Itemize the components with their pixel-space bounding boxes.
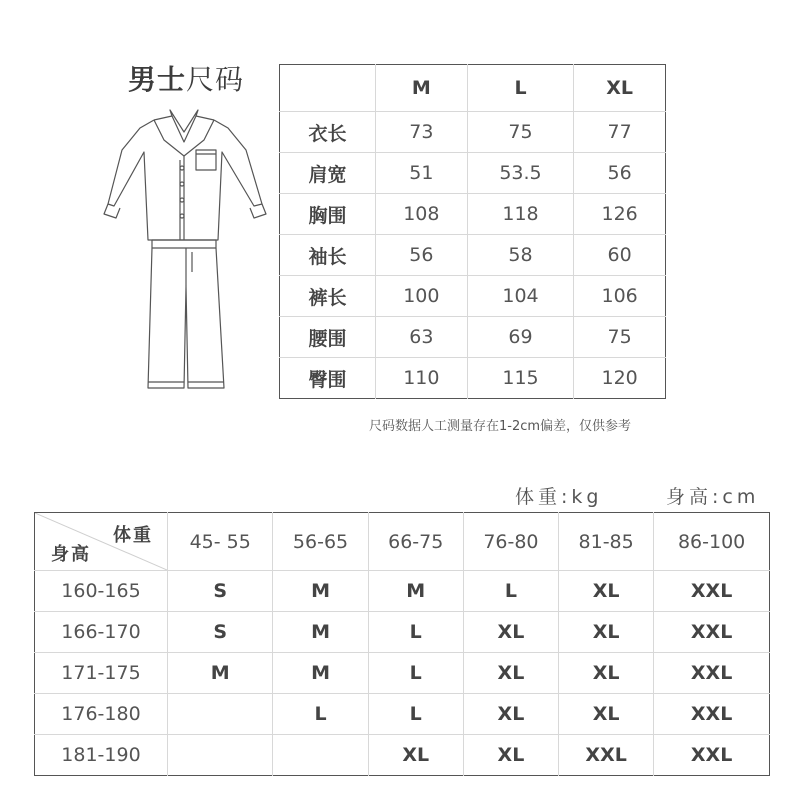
size-recommendation: XL <box>559 571 654 612</box>
size-recommendation: XL <box>559 694 654 735</box>
measurement-note: 尺码数据人工测量存在1-2cm偏差，仅供参考 <box>369 419 632 434</box>
page-title <box>128 58 244 98</box>
size-recommendation: XXL <box>654 653 770 694</box>
size-cell: 56 <box>376 235 468 276</box>
size-cell: 69 <box>467 317 574 358</box>
size-recommendation: S <box>168 571 273 612</box>
size-cell: 60 <box>574 235 666 276</box>
size-row-label: 肩宽 <box>280 153 376 194</box>
size-cell: 126 <box>574 194 666 235</box>
weight-header-cell: 86-100 <box>654 513 770 571</box>
size-header-cell: XL <box>574 65 666 112</box>
size-row-label: 裤长 <box>280 276 376 317</box>
size-recommendation: M <box>368 571 463 612</box>
size-recommendation: M <box>168 653 273 694</box>
size-cell: 56 <box>574 153 666 194</box>
corner-weight-label: 体重 <box>113 525 153 546</box>
size-cell: 115 <box>467 358 574 399</box>
size-header-cell: L <box>467 65 574 112</box>
recommendation-table <box>34 512 770 776</box>
size-recommendation <box>168 694 273 735</box>
size-recommendation: XL <box>463 735 558 776</box>
size-recommendation: L <box>368 612 463 653</box>
size-header-blank <box>280 65 376 112</box>
size-recommendation: XXL <box>654 612 770 653</box>
size-row-label: 衣长 <box>280 112 376 153</box>
rec-row <box>35 653 770 694</box>
height-cell: 181-190 <box>35 735 168 776</box>
size-row-label: 腰围 <box>280 317 376 358</box>
size-recommendation: L <box>463 571 558 612</box>
size-cell: 75 <box>467 112 574 153</box>
size-recommendation: L <box>273 694 368 735</box>
size-cell: 120 <box>574 358 666 399</box>
weight-header-cell: 81-85 <box>559 513 654 571</box>
size-header-cell: M <box>376 65 468 112</box>
size-recommendation: XL <box>368 735 463 776</box>
size-row <box>280 358 666 399</box>
size-row <box>280 235 666 276</box>
size-cell: 51 <box>376 153 468 194</box>
size-recommendation <box>168 735 273 776</box>
size-recommendation <box>273 735 368 776</box>
height-cell: 171-175 <box>35 653 168 694</box>
size-row <box>280 317 666 358</box>
size-row <box>280 276 666 317</box>
size-recommendation: L <box>368 653 463 694</box>
size-recommendation: XL <box>559 612 654 653</box>
size-recommendation: XL <box>463 694 558 735</box>
size-recommendation: XXL <box>559 735 654 776</box>
size-cell: 104 <box>467 276 574 317</box>
rec-header-row <box>35 513 770 571</box>
size-recommendation: M <box>273 571 368 612</box>
weight-header-cell: 45- 55 <box>168 513 273 571</box>
rec-corner-cell <box>35 513 168 571</box>
rec-row <box>35 571 770 612</box>
size-row <box>280 153 666 194</box>
weight-header-cell: 76-80 <box>463 513 558 571</box>
size-cell: 100 <box>376 276 468 317</box>
size-recommendation: XL <box>463 612 558 653</box>
size-header-row <box>280 65 666 112</box>
height-cell: 166-170 <box>35 612 168 653</box>
rec-row <box>35 735 770 776</box>
corner-height-label: 身高 <box>51 544 91 565</box>
size-cell: 63 <box>376 317 468 358</box>
size-recommendation: XXL <box>654 694 770 735</box>
size-cell: 58 <box>467 235 574 276</box>
pajama-illustration <box>100 106 270 410</box>
size-row <box>280 194 666 235</box>
size-recommendation: XXL <box>654 735 770 776</box>
size-cell: 53.5 <box>467 153 574 194</box>
size-cell: 118 <box>467 194 574 235</box>
size-row-label: 臀围 <box>280 358 376 399</box>
size-table <box>279 64 666 399</box>
height-cell: 160-165 <box>35 571 168 612</box>
size-cell: 108 <box>376 194 468 235</box>
size-cell: 110 <box>376 358 468 399</box>
rec-row <box>35 694 770 735</box>
size-recommendation: XL <box>463 653 558 694</box>
size-row <box>280 112 666 153</box>
weight-header-cell: 56-65 <box>273 513 368 571</box>
title-bold: 男士 <box>128 63 187 96</box>
rec-row <box>35 612 770 653</box>
size-recommendation: XXL <box>654 571 770 612</box>
size-cell: 75 <box>574 317 666 358</box>
weight-header-cell: 66-75 <box>368 513 463 571</box>
size-row-label: 胸围 <box>280 194 376 235</box>
height-unit-label: 身高:cm <box>666 486 760 508</box>
size-row-label: 袖长 <box>280 235 376 276</box>
size-recommendation: S <box>168 612 273 653</box>
height-cell: 176-180 <box>35 694 168 735</box>
size-cell: 77 <box>574 112 666 153</box>
size-recommendation: L <box>368 694 463 735</box>
size-recommendation: M <box>273 612 368 653</box>
size-recommendation: M <box>273 653 368 694</box>
title-light: 尺码 <box>186 63 245 96</box>
weight-unit-label: 体重:kg <box>515 486 603 508</box>
size-recommendation: XL <box>559 653 654 694</box>
size-cell: 106 <box>574 276 666 317</box>
size-cell: 73 <box>376 112 468 153</box>
